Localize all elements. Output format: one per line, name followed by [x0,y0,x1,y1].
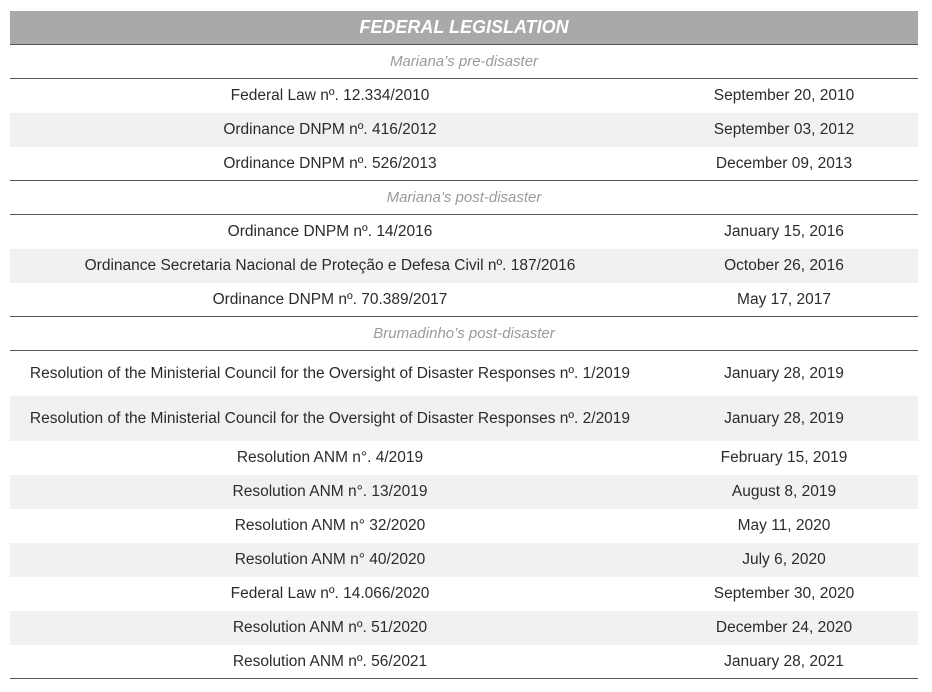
section-heading-mariana-post: Mariana’s post-disaster [10,181,918,215]
legislation-name: Resolution of the Ministerial Council for the Oversight of Disaster Responses nº. 2/2019 [29,409,631,427]
legislation-date: May 17, 2017 [737,290,831,308]
legislation-date: September 30, 2020 [713,585,855,602]
legislation-name: Resolution ANM n°. 13/2019 [232,483,428,500]
legislation-name: Ordinance DNPM nº. 526/2013 [223,154,437,172]
legislation-table [10,11,918,679]
legislation-date: January 28, 2021 [724,652,844,670]
legislation-name: Federal Law nº. 12.334/2010 [230,87,430,104]
legislation-date: December 24, 2020 [715,619,853,636]
legislation-name: Resolution ANM nº. 51/2020 [232,619,428,636]
table-row [10,475,918,509]
legislation-name: Resolution ANM n°. 4/2019 [236,449,424,466]
table-row [10,283,918,317]
legislation-date: January 28, 2019 [724,409,844,427]
legislation-name: Resolution ANM nº. 56/2021 [232,652,428,670]
table-row [10,147,918,181]
table-row [10,396,918,441]
legislation-name: Ordinance DNPM nº. 14/2016 [227,223,433,240]
table-row [10,543,918,577]
legislation-date: May 11, 2020 [737,517,831,534]
legislation-name: Resolution ANM n° 40/2020 [234,551,426,568]
section-heading-mariana-pre: Mariana’s pre-disaster [10,45,918,79]
table-row [10,645,918,679]
legislation-name: Resolution ANM n° 32/2020 [234,517,426,534]
table-row [10,113,918,147]
legislation-date: January 15, 2016 [724,223,844,240]
legislation-date: July 6, 2020 [742,551,826,568]
legislation-name: Federal Law nº. 14.066/2020 [230,585,430,602]
table-row [10,351,918,396]
table-row [10,611,918,645]
legislation-date: September 20, 2010 [713,87,855,104]
legislation-name: Ordinance DNPM nº. 70.389/2017 [212,290,448,308]
table-row [10,215,918,249]
table-row [10,79,918,113]
legislation-date: September 03, 2012 [713,121,855,138]
legislation-date: February 15, 2019 [720,449,848,466]
legislation-date: August 8, 2019 [731,483,837,500]
table-row [10,441,918,475]
table-row [10,249,918,283]
table-title: FEDERAL LEGISLATION [10,11,918,45]
table-row [10,509,918,543]
legislation-name: Resolution of the Ministerial Council for the Oversight of Disaster Responses nº. 1/2019 [29,364,631,382]
section-heading-brumadinho-post: Brumadinho’s post-disaster [10,317,918,351]
legislation-name: Ordinance Secretaria Nacional de Proteção e Defesa Civil nº. 187/2016 [84,257,576,274]
legislation-date: January 28, 2019 [724,364,844,382]
legislation-date: December 09, 2013 [715,154,853,172]
table-row [10,577,918,611]
legislation-name: Ordinance DNPM nº. 416/2012 [223,121,437,138]
legislation-date: October 26, 2016 [724,257,844,274]
